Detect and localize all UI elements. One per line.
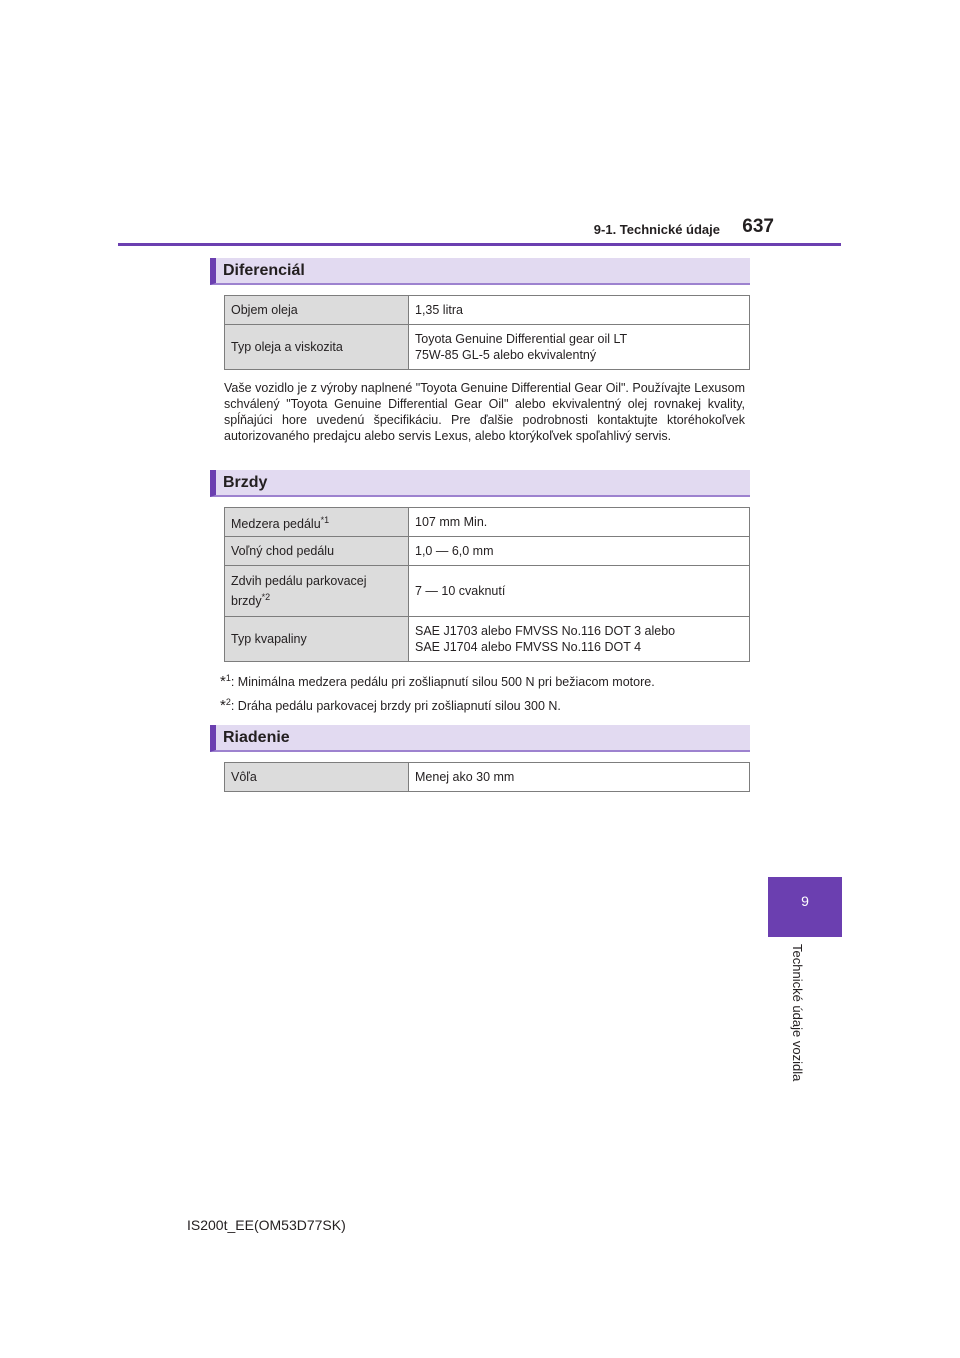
spec-value-line: 75W-85 GL-5 alebo ekvivalentný xyxy=(415,348,597,362)
spec-value: 7 — 10 cvaknutí xyxy=(409,566,750,617)
differential-oil-note: Vaše vozidlo je z výroby naplnené "Toyota Genuine Differential Gear Oil". Používajte Lexusom schválený "Toyota Genuine Differential Gear Oil" alebo ekvivalentný olej rovnakej kvality, spĺňajúci hore uvedenú špecifikáciu. Pre ďalšie podrobnosti kontaktujte ktoréhokoľvek autorizovaného predajcu alebo servis Lexus, alebo ktorýkoľvek spoľahlivý servis. xyxy=(224,381,745,443)
spec-label xyxy=(225,508,409,537)
spec-value: 107 mm Min. xyxy=(409,508,750,537)
running-header-section: 9-1. Technické údaje xyxy=(593,222,720,237)
table-row xyxy=(225,763,750,792)
chapter-side-title: Technické údaje vozidla xyxy=(790,944,805,1082)
spec-value: 1,35 litra xyxy=(409,296,750,325)
footnote-marker: *1 xyxy=(320,514,330,525)
header-rule xyxy=(118,243,841,246)
page-number: 637 xyxy=(742,216,774,237)
spec-label-line: Zdvih pedálu parkovacej xyxy=(231,573,367,588)
document-code: IS200t_EE(OM53D77SK) xyxy=(187,1217,346,1233)
spec-value-line: Toyota Genuine Differential gear oil LT xyxy=(415,332,628,346)
spec-label-text: Medzera pedálu xyxy=(231,517,321,532)
spec-value xyxy=(409,325,750,370)
brakes-spec-table xyxy=(224,507,750,662)
section-heading-brakes: Brzdy xyxy=(210,470,750,497)
table-row xyxy=(225,566,750,617)
spec-label: Voľný chod pedálu xyxy=(225,537,409,566)
footnote-star: * xyxy=(220,697,226,715)
footnote-text: : Dráha pedálu parkovacej brzdy pri zošliapnutí silou 300 N. xyxy=(230,699,561,714)
spec-value xyxy=(409,617,750,662)
section-heading-steering: Riadenie xyxy=(210,725,750,752)
footnote-marker: *2 xyxy=(261,591,271,602)
footnote-number: 2 xyxy=(225,697,231,707)
table-row xyxy=(225,325,750,370)
spec-value: 1,0 — 6,0 mm xyxy=(409,537,750,566)
footnote-2 xyxy=(220,694,760,714)
footnote-text: : Minimálna medzera pedálu pri zošliapnutí silou 500 N pri bežiacom motore. xyxy=(230,675,655,690)
spec-label: Vôľa xyxy=(225,763,409,792)
spec-value-line: SAE J1703 alebo FMVSS No.116 DOT 3 alebo xyxy=(415,624,676,638)
spec-value: Menej ako 30 mm xyxy=(409,763,750,792)
spec-label-line: brzdy xyxy=(231,594,262,609)
table-row xyxy=(225,537,750,566)
table-row xyxy=(225,508,750,537)
footnote-star: * xyxy=(220,673,226,691)
spec-label: Objem oleja xyxy=(225,296,409,325)
chapter-tab xyxy=(768,877,842,937)
section-heading-differential: Diferenciál xyxy=(210,258,750,285)
spec-value-line: SAE J1704 alebo FMVSS No.116 DOT 4 xyxy=(415,640,642,654)
footnote-number: 1 xyxy=(225,673,231,683)
differential-spec-table xyxy=(224,295,750,370)
footnote-1 xyxy=(220,670,760,690)
table-row xyxy=(225,617,750,662)
steering-spec-table xyxy=(224,762,750,792)
spec-label: Typ oleja a viskozita xyxy=(225,325,409,370)
spec-label: Typ kvapaliny xyxy=(225,617,409,662)
chapter-number: 9 xyxy=(801,893,809,909)
table-row xyxy=(225,296,750,325)
spec-label xyxy=(225,566,409,617)
